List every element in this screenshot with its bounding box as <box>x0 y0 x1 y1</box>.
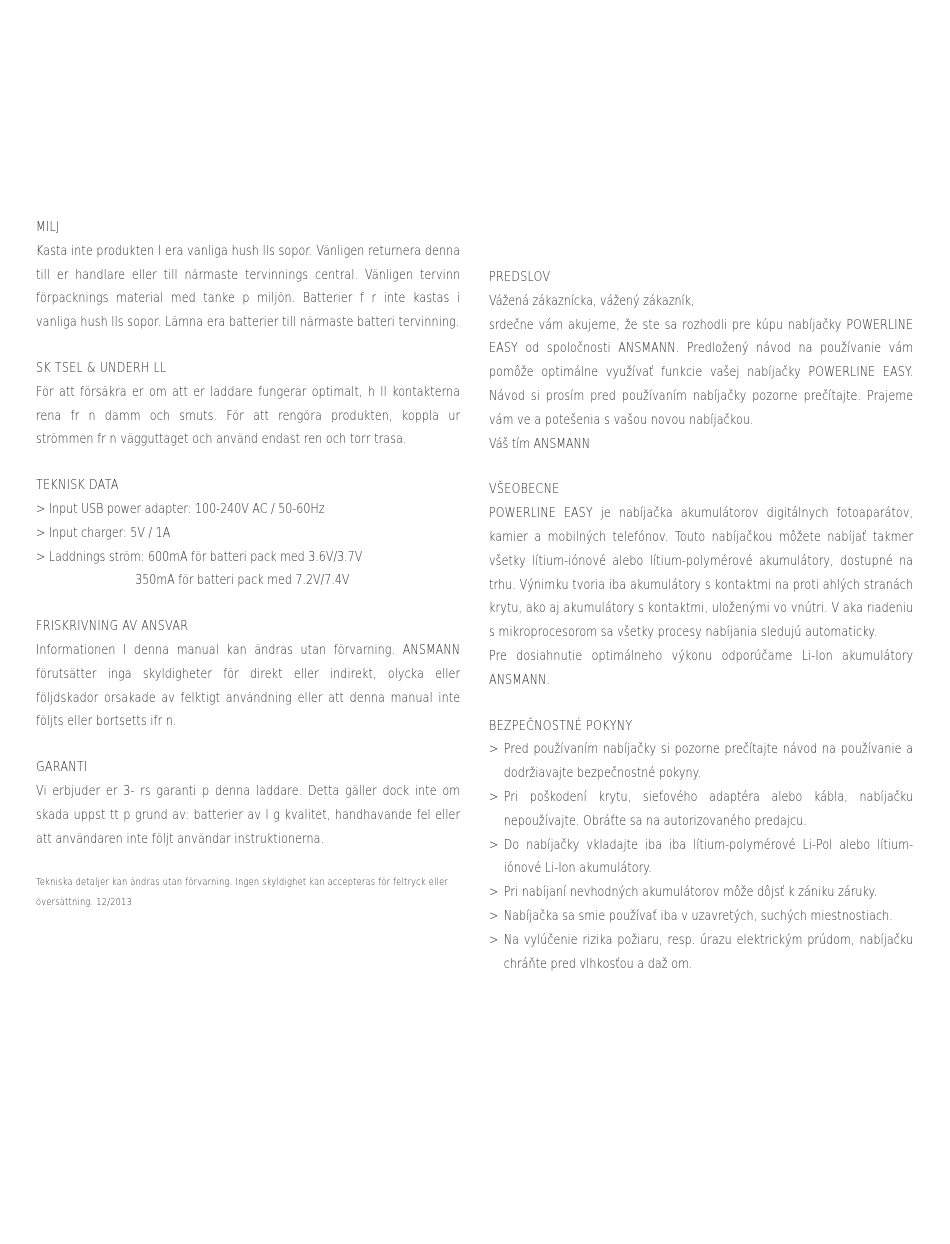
section-title: MILJ <box>36 219 60 235</box>
section-text: För att försäkra er om att er laddare fungerar optimalt, h ll kontakterna rena fr n damm och smuts. För att rengöra produkten, koppla ur strömmen fr n vägguttaget och använd endast ren och torr trasa. <box>36 383 461 448</box>
safety-list <box>489 738 913 976</box>
slovak-column <box>489 266 913 998</box>
section-text: POWERLINE EASY je nabíjačka akumulátorov digitálnych fotoaparátov, kamier a mobilných telefónov. Touto nabíjačkou môžete nabíjať takmer všetky lítium-iónové alebo lítium-polymérové akumulátory, dostupné na trhu. Výnimku tvoria iba akumulátory s kontaktmi na proti ahlých stranách krytu, ako aj akumulátory s kontaktmi, uloženými vo vnútri. V aka riadeniu s mikroprocesorom sa všetky procesy nabíjania sledujú automaticky. <box>489 505 914 641</box>
spec-line-continued: 350mA för batteri pack med 7.2V/7.4V <box>135 572 350 589</box>
section-text: Kasta inte produkten I era vanliga hush lls sopor. Vänligen returnera denna till er handlare eller till närmaste tervinnings central. Vänligen tervinn förpacknings material med tanke p miljön. Batterier f r inte kastas i vanliga hush lls sopor. Lämna era batterier till närmaste batteri tervinning. <box>36 242 461 331</box>
list-item-text: Pri poškodení krytu, sieťového adaptéra alebo kábla, nabíjačku nepoužívajte. Obráťte sa na autorizovaného predajcu. <box>503 788 914 829</box>
spec-line: > Laddnings ström: 600mA för batteri pack med 3.6V/3.7V <box>36 548 363 565</box>
bullet-marker: > <box>489 741 499 758</box>
section-bezpecnostne-pokyny <box>489 715 913 977</box>
section-predslov <box>489 266 913 456</box>
list-item <box>489 786 913 834</box>
section-title: SK TSEL & UNDERH LL <box>36 359 167 376</box>
section-title: GARANTI <box>36 759 88 776</box>
signature: Váš tím ANSMANN <box>489 435 591 452</box>
list-item <box>489 881 913 905</box>
bullet-marker: > <box>489 907 499 924</box>
section-title: BEZPEČNOSTNÉ POKYNY <box>489 717 633 734</box>
greeting: Vážená zákaznícka, vážený zákazník, <box>489 292 695 309</box>
section-teknisk-data <box>36 474 460 593</box>
list-item <box>489 905 913 929</box>
bullet-marker: > <box>489 836 499 853</box>
section-friskrivning <box>36 615 460 734</box>
section-text: srdečne vám akujeme, že ste sa rozhodli pre kúpu nabíjačky POWERLINE EASY od spoločnosti ANSMANN. Predložený návod na používanie vám pomôže optimálne využívať funkcie vašej nabíjačky POWERLINE EASY. Návod si prosím pred používaním nabíjačky pozorne prečítajte. Prajeme vám ve a potešenia s vašou novou nabíjačkou. <box>489 316 914 428</box>
swedish-column <box>36 216 460 913</box>
section-title: VŠEOBECNE <box>489 481 560 498</box>
footnote: Tekniska detaljer kan ändras utan förvarning. Ingen skyldighet kan accepteras för feltryck eller översättning. 12/2013 <box>36 877 449 909</box>
section-text-2: Pre dosiahnutie optimálneho výkonu odporúčame Li-Ion akumulátory ANSMANN. <box>489 647 914 688</box>
bullet-marker: > <box>489 788 499 805</box>
list-item <box>489 834 913 882</box>
list-item <box>489 929 913 977</box>
bullet-marker: > <box>489 931 499 948</box>
list-item-text: Pred používaním nabíjačky si pozorne prečítajte návod na používanie a dodržiavajte bezpečnostné pokyny. <box>503 741 914 782</box>
section-garanti <box>36 756 460 851</box>
section-skotsel <box>36 357 460 452</box>
spec-line: > Input charger: 5V / 1A <box>36 524 171 541</box>
section-milj <box>36 216 460 335</box>
section-text: Informationen I denna manual kan ändras utan förvarning. ANSMANN förutsätter inga skyldigheter för direkt eller indirekt, olycka eller följdskador orsakade av felktigt användning eller att denna manual inte följts eller bortsetts ifr n. <box>36 641 461 730</box>
list-item <box>489 738 913 786</box>
list-item-text: Do nabíjačky vkladajte iba iba lítium-polymérové Li-Pol alebo lítium-iónové Li-Ion akumulátory. <box>503 836 914 877</box>
spec-line: > Input USB power adapter: 100-240V AC / 50-60Hz <box>36 500 325 517</box>
bullet-marker: > <box>489 884 499 901</box>
section-text: Vi erbjuder er 3- rs garanti p denna laddare. Detta gäller dock inte om skada uppst tt p grund av: batterier av l g kvalitet, handhavande fel eller att användaren inte följt användar instruktionerna. <box>36 782 461 847</box>
section-title: FRISKRIVNING AV ANSVAR <box>36 618 189 635</box>
section-title: TEKNISK DATA <box>36 477 119 494</box>
section-vseobecne <box>489 478 913 692</box>
section-title: PREDSLOV <box>489 269 551 285</box>
list-item-text: Nabíjačka sa smie používať iba v uzavretých, suchých miestnostiach. <box>503 907 893 924</box>
list-item-text: Pri nabíjaní nevhodných akumulátorov môže dôjsť k zániku záruky. <box>503 884 878 901</box>
list-item-text: Na vylúčenie rizika požiaru, resp. úrazu elektrickým prúdom, nabíjačku chráňte pred vlhkosťou a daž om. <box>503 931 914 972</box>
